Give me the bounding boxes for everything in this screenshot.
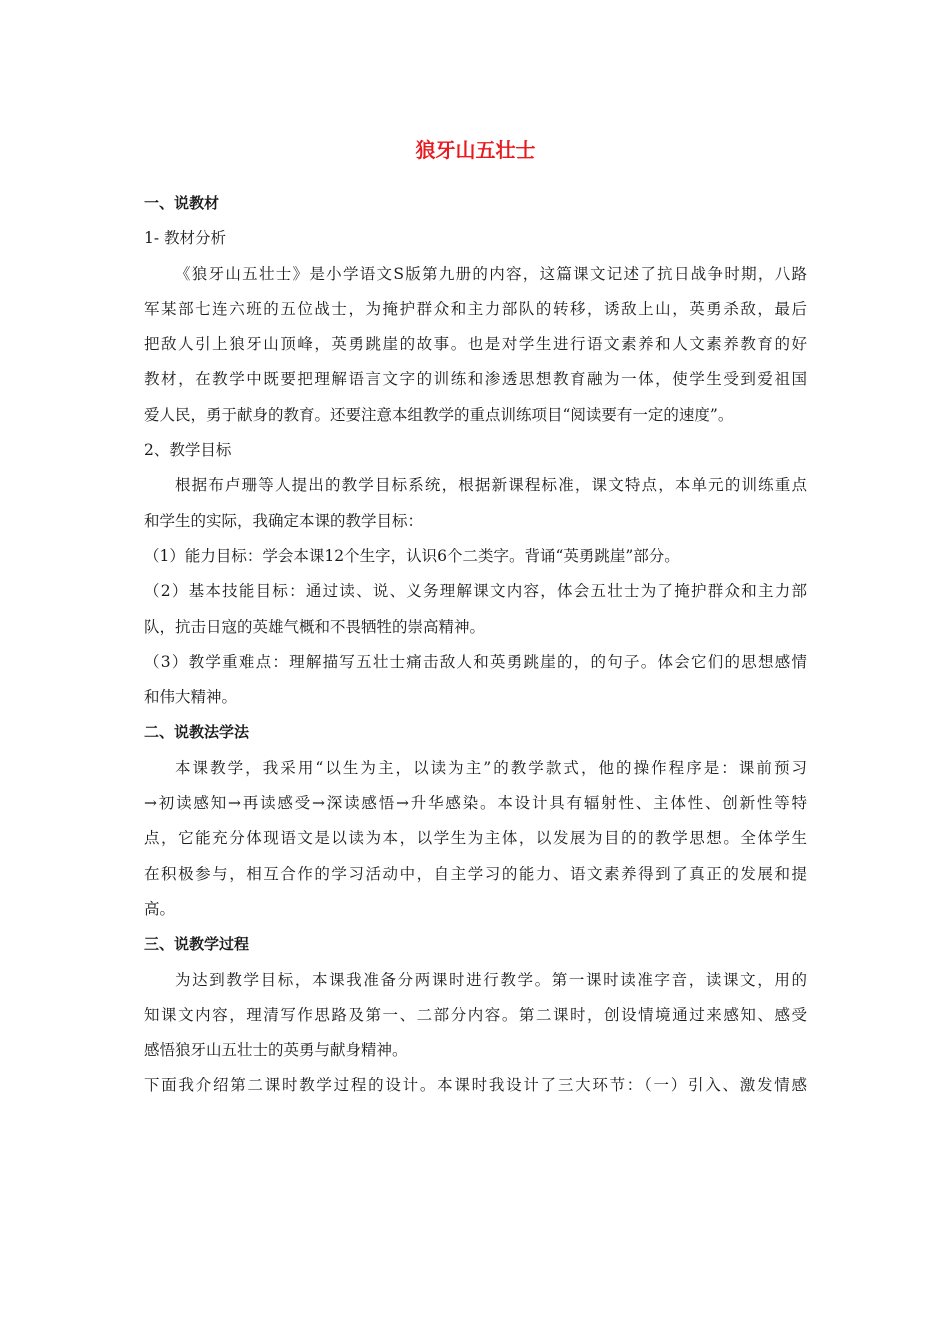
section-heading: 一、说教材 — [144, 194, 220, 212]
body-text-line: 爱人民，勇于献身的教育。还要注意本组教学的重点训练项目“阅读要有一定的速度”。 — [144, 405, 734, 424]
body-text-line: 2、教学目标 — [144, 441, 232, 460]
body-text-line: 为达到教学目标，本课我准备分两课时进行教学。第一课时读准字音，读课文，用的 — [175, 970, 807, 989]
body-text-line: 根据布卢珊等人提出的教学目标系统，根据新课程标准，课文特点，本单元的训练重点 — [175, 476, 807, 495]
body-text-line: 和学生的实际，我确定本课的教学目标： — [144, 511, 424, 530]
body-text-line: 知课文内容，理清写作思路及第一、二部分内容。第二课时，创设情境通过来感知、感受 — [144, 1005, 807, 1024]
body-text-line: （3）教学重难点：理解描写五壮士痛击敌人和英勇跳崖的，的句子。体会它们的思想感情 — [144, 652, 807, 671]
body-text-line: 下面我介绍第二课时教学过程的设计。本课时我设计了三大环节：（一）引入、激发情感 — [144, 1076, 807, 1095]
section-heading: 二、说教法学法 — [144, 723, 250, 742]
body-text-line: 本课教学，我采用“以生为主，以读为主”的教学款式，他的操作程序是：课前预习 — [175, 758, 807, 777]
body-text-line: 队，抗击日寇的英雄气概和不畏牺牲的崇高精神。 — [144, 617, 486, 636]
body-text-line: 点，它能充分体现语文是以读为本，以学生为主体，以发展为目的的教学思想。全体学生 — [144, 829, 807, 848]
body-text-line: 和伟大精神。 — [144, 688, 238, 707]
body-text-line: 军某部七连六班的五位战士，为掩护群众和主力部队的转移，诱敌上山，英勇杀敌，最后 — [144, 299, 807, 318]
section-heading: 三、说教学过程 — [144, 935, 250, 954]
body-text-line: 1- 教材分析 — [144, 229, 227, 248]
body-text-line: →初读感知→再读感受→深读感悟→升华感染。本设计具有辐射性、主体性、创新性等特 — [144, 794, 807, 813]
body-text-line: 把敌人引上狼牙山顶峰，英勇跳崖的故事。也是对学生进行语文素养和人文素养教育的好 — [144, 335, 807, 354]
document-title: 狼牙山五壮士 — [415, 138, 536, 162]
body-text-line: 《狼牙山五壮士》是小学语文S版第九册的内容，这篇课文记述了抗日战争时期，八路 — [175, 264, 807, 283]
body-text-line: 在积极参与，相互合作的学习活动中，自主学习的能力、语文素养得到了真正的发展和提 — [144, 864, 807, 883]
body-text-line: （1）能力目标：学会本课12个生字，认识6个二类字。背诵“英勇跳崖”部分。 — [144, 546, 680, 565]
document-body — [144, 186, 807, 1104]
body-text-line: 高。 — [144, 899, 176, 918]
body-text-line: 教材，在教学中既要把理解语言文字的训练和渗透思想教育融为一体，使学生受到爱祖国 — [144, 370, 807, 389]
body-text-line: 感悟狼牙山五壮士的英勇与献身精神。 — [144, 1041, 408, 1060]
body-text-line: （2）基本技能目标：通过读、说、义务理解课文内容，体会五壮士为了掩护群众和主力部 — [144, 582, 807, 601]
